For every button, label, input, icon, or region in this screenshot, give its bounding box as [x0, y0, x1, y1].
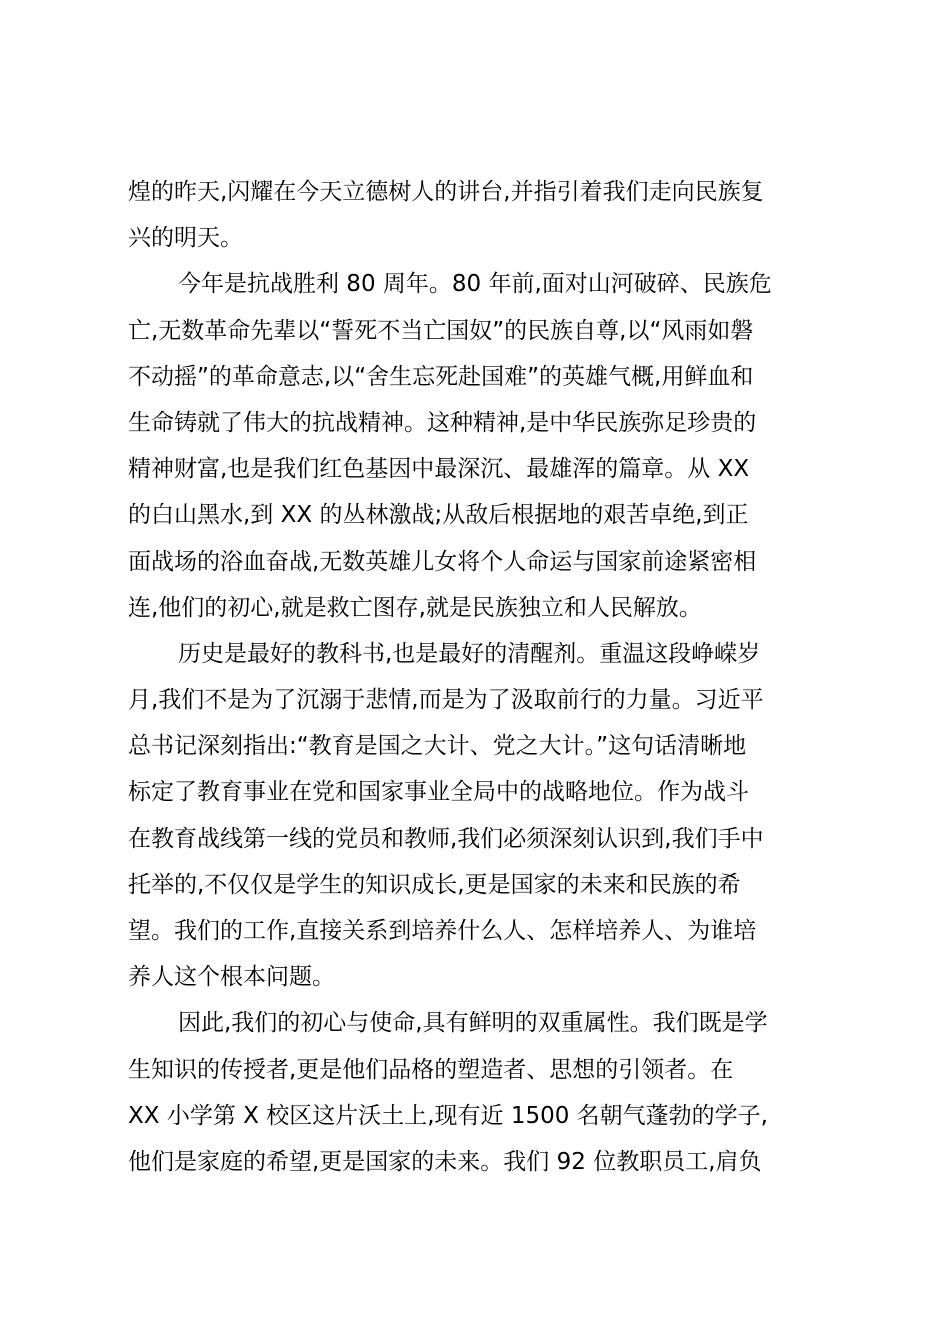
text-line: XX 小学第 X 校区这片沃土上,现有近 1500 名朝气蓬勃的学子,: [128, 1102, 768, 1129]
text-line: 的白山黑水,到 XX 的丛林激战;从敌后根据地的艰苦卓绝,到正: [128, 502, 749, 529]
text-line: 连,他们的初心,就是救亡图存,就是民族独立和人民解放。: [128, 594, 702, 621]
paragraph-first-line: 因此,我们的初心与使命,具有鲜明的双重属性。我们既是学: [178, 1010, 768, 1037]
text-line: 托举的,不仅仅是学生的知识成长,更是国家的未来和民族的希: [128, 871, 741, 898]
text-line: 兴的明天。: [128, 225, 243, 252]
text-line: 总书记深刻指出:“教育是国之大计、党之大计。”这句话清晰地: [128, 733, 747, 760]
text-line: 精神财富,也是我们红色基因中最深沉、最雄浑的篇章。从 XX: [128, 456, 750, 483]
text-line: 月,我们不是为了沉溺于悲情,而是为了汲取前行的力量。习近平: [128, 687, 764, 714]
text-line: 生知识的传授者,更是他们品格的塑造者、思想的引领者。在: [128, 1056, 734, 1083]
text-line: 煌的昨天,闪耀在今天立德树人的讲台,并指引着我们走向民族复: [128, 179, 764, 205]
text-line: 望。我们的工作,直接关系到培养什么人、怎样培养人、为谁培: [128, 918, 757, 944]
text-line: 生命铸就了伟大的抗战精神。这种精神,是中华民族弥足珍贵的: [128, 409, 757, 436]
text-line: 亡,无数革命先辈以“誓死不当亡国奴”的民族自尊,以“风雨如磐: [128, 317, 754, 344]
text-line: 在教育战线第一线的党员和教师,我们必须深刻认识到,我们手中: [128, 825, 764, 852]
text-line: 面战场的浴血奋战,无数英雄儿女将个人命运与国家前途紧密相: [128, 548, 757, 575]
body-text: [128, 169, 838, 1185]
text-line: 标定了教育事业在党和国家事业全局中的战略地位。作为战斗: [128, 779, 749, 806]
text-line: 养人这个根本问题。: [128, 964, 335, 991]
paragraph-first-line: 今年是抗战胜利 80 周年。80 年前,面对山河破碎、民族危: [178, 271, 772, 298]
text-line: 不动摇”的革命意志,以“舍生忘死赴国难”的英雄气概,用鲜血和: [128, 363, 754, 390]
paragraph-first-line: 历史是最好的教科书,也是最好的清醒剂。重温这段峥嵘岁: [178, 640, 761, 667]
text-line: 他们是家庭的希望,更是国家的未来。我们 92 位教职员工,肩负: [128, 1148, 762, 1175]
